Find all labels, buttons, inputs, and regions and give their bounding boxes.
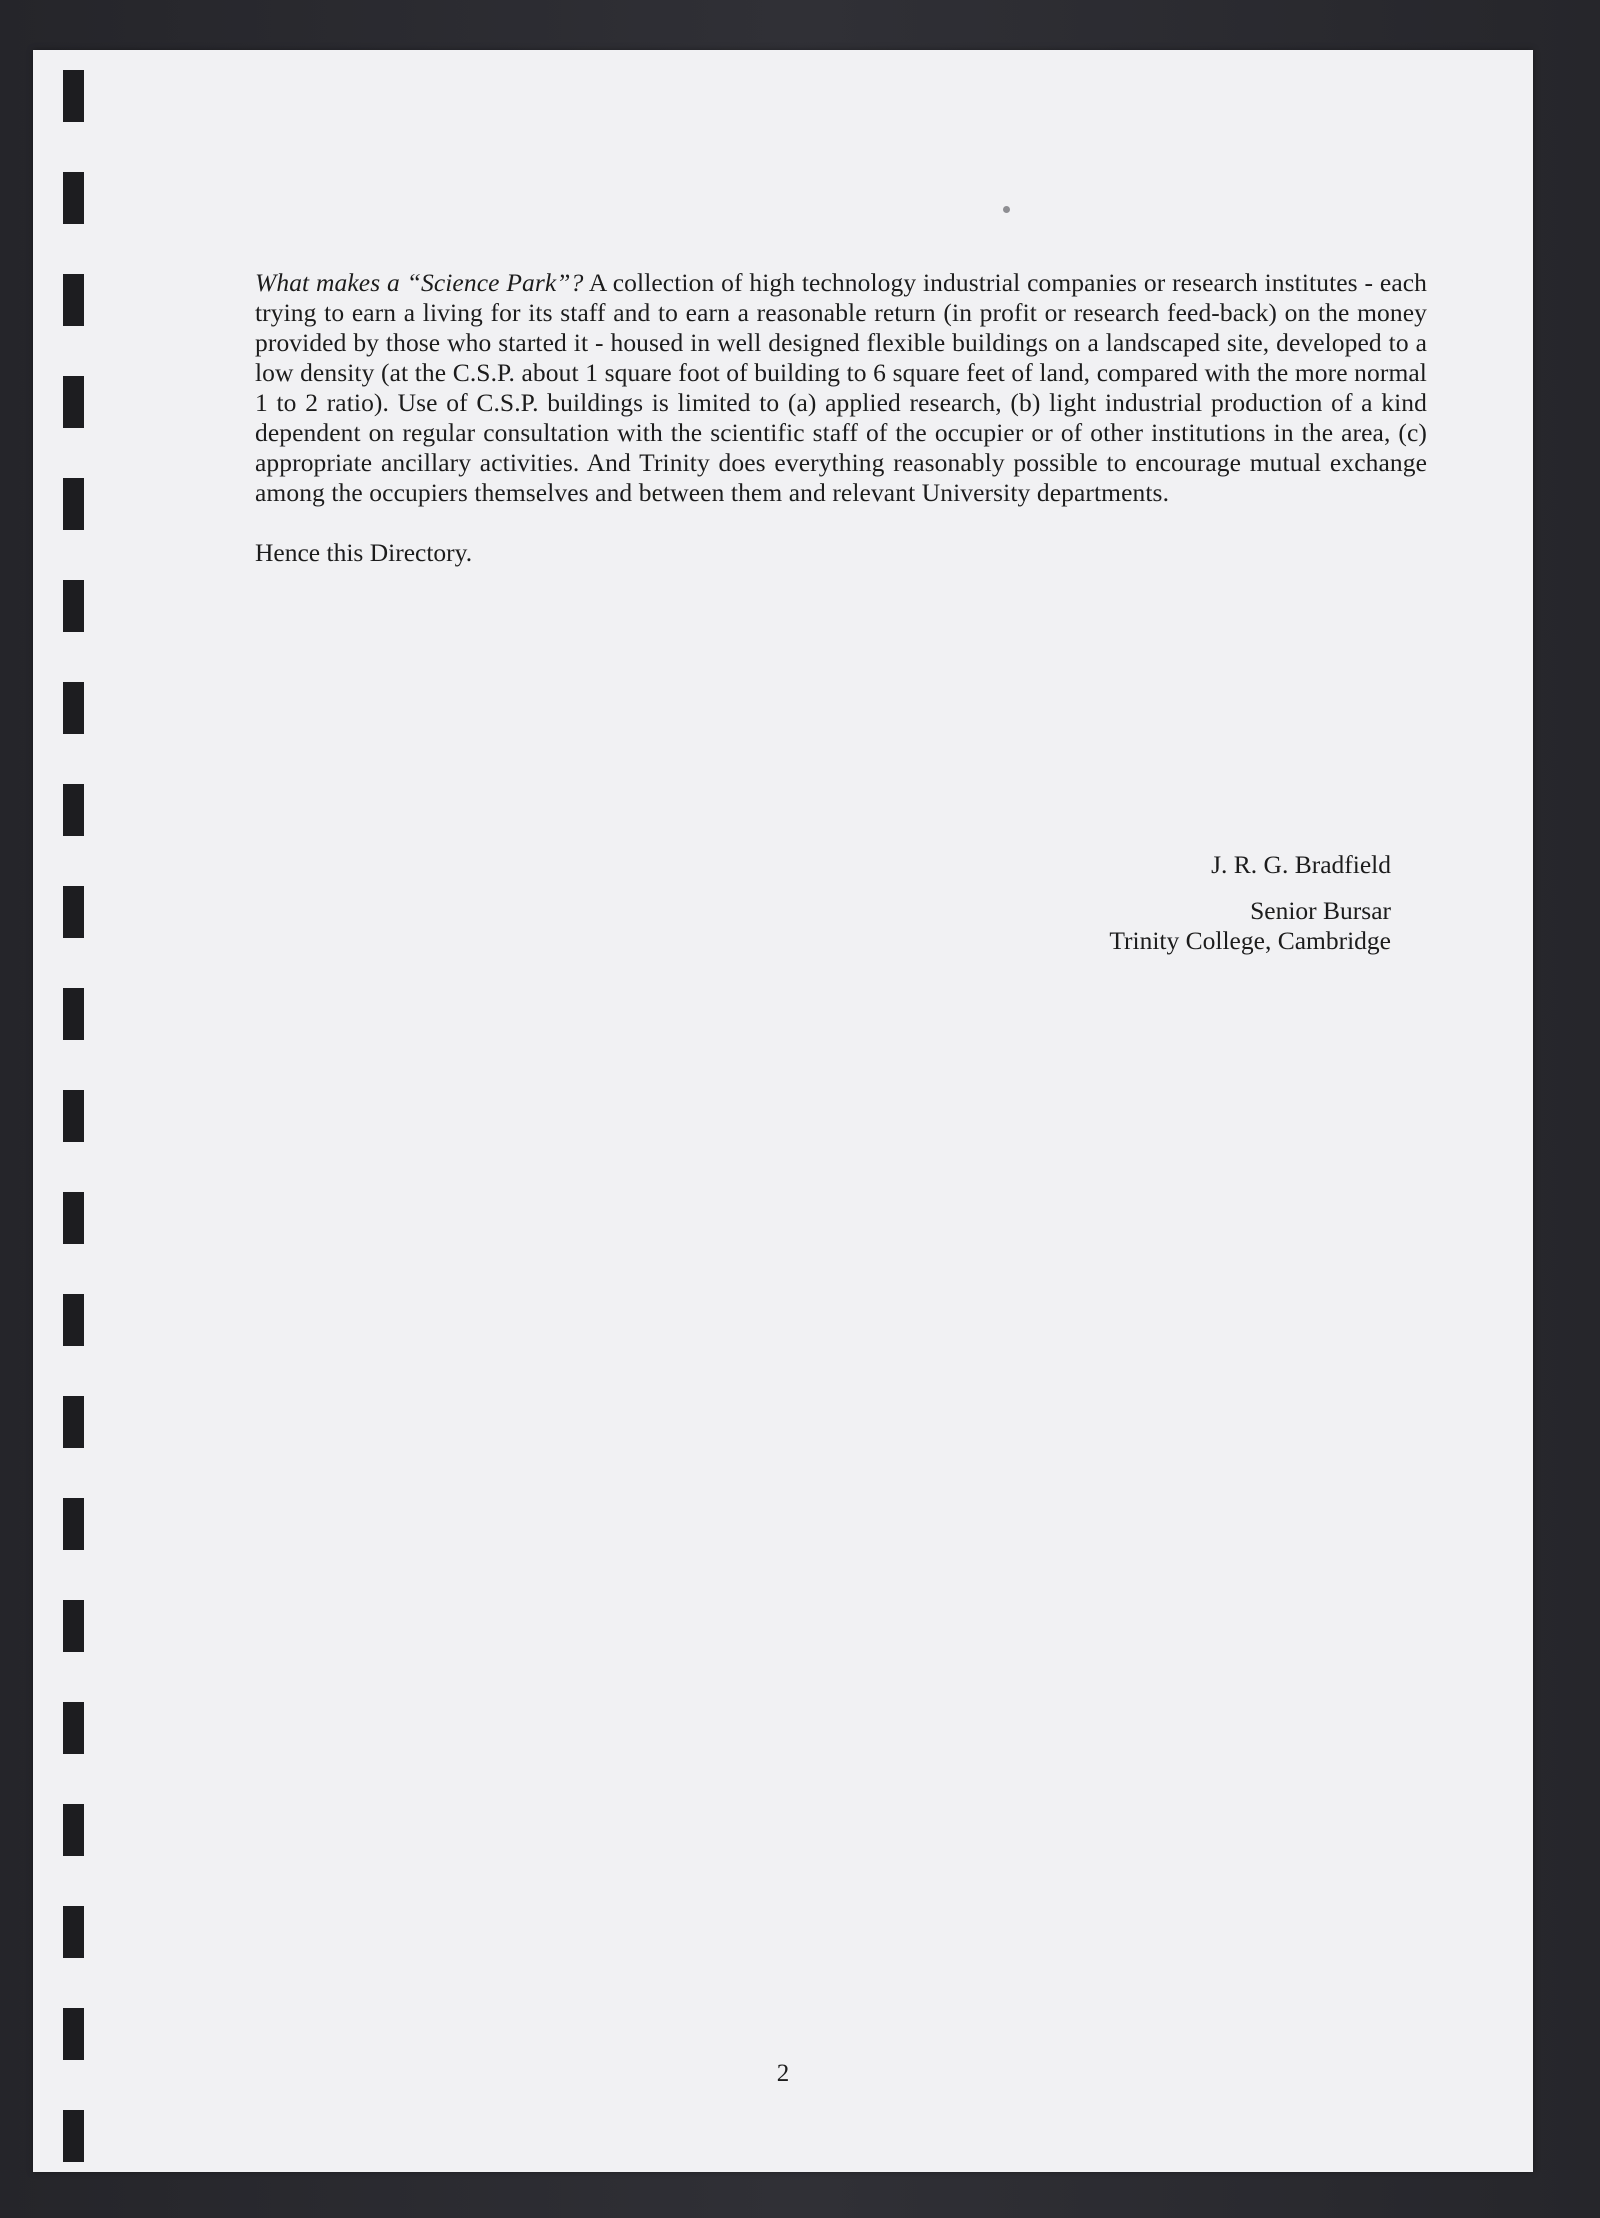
document-page — [33, 50, 1533, 2172]
signatory-title: Senior Bursar — [1250, 896, 1391, 925]
binding-hole — [63, 1192, 84, 1244]
binding-hole — [63, 172, 84, 224]
binding-hole — [63, 886, 84, 938]
signatory-name: J. R. G. Bradfield — [1211, 850, 1391, 879]
binding-hole — [63, 70, 84, 122]
body-text — [255, 268, 1427, 568]
binding-hole — [63, 274, 84, 326]
binding-hole — [63, 580, 84, 632]
binding-hole — [63, 1498, 84, 1550]
binding-hole — [63, 682, 84, 734]
binding-hole — [63, 1702, 84, 1754]
binding-hole — [63, 784, 84, 836]
binding-hole — [63, 1600, 84, 1652]
binding-hole — [63, 1090, 84, 1142]
intro-question: What makes a “Science Park”? — [255, 268, 584, 297]
binding-hole — [63, 478, 84, 530]
binding-hole — [63, 2110, 84, 2162]
signature-block — [1109, 850, 1391, 956]
binding-hole — [63, 1906, 84, 1958]
dust-mark — [1003, 206, 1010, 213]
binding-hole — [63, 988, 84, 1040]
binding-holes — [63, 60, 87, 2160]
binding-hole — [63, 1294, 84, 1346]
intro-paragraph — [255, 268, 1427, 508]
signatory-institution: Trinity College, Cambridge — [1109, 926, 1391, 955]
binding-hole — [63, 2008, 84, 2060]
binding-hole — [63, 1804, 84, 1856]
binding-hole — [63, 1396, 84, 1448]
binding-hole — [63, 376, 84, 428]
page-number: 2 — [776, 2060, 790, 2087]
intro-body: A collection of high technology industrial companies or research institutes - each trying to earn a living for its staff and to earn a reasonable return (in profit or research feed-back) on the money provided by those who started it - housed in well designed flexible buildings on a landscaped site, developed to a low density (at the C.S.P. about 1 square foot of building to 6 square feet of land, compared with the more normal 1 to 2 ratio). Use of C.S.P. buildings is limited to (a) applied research, (b) light industrial production of a kind dependent on regular consultation with the scientific staff of the occupier or of other institutions in the area, (c) appropriate ancillary activities. And Trinity does everything reasonably possible to encourage mutual exchange among the occupiers themselves and between them and relevant University departments. — [255, 268, 1428, 507]
closing-line: Hence this Directory. — [255, 538, 473, 567]
